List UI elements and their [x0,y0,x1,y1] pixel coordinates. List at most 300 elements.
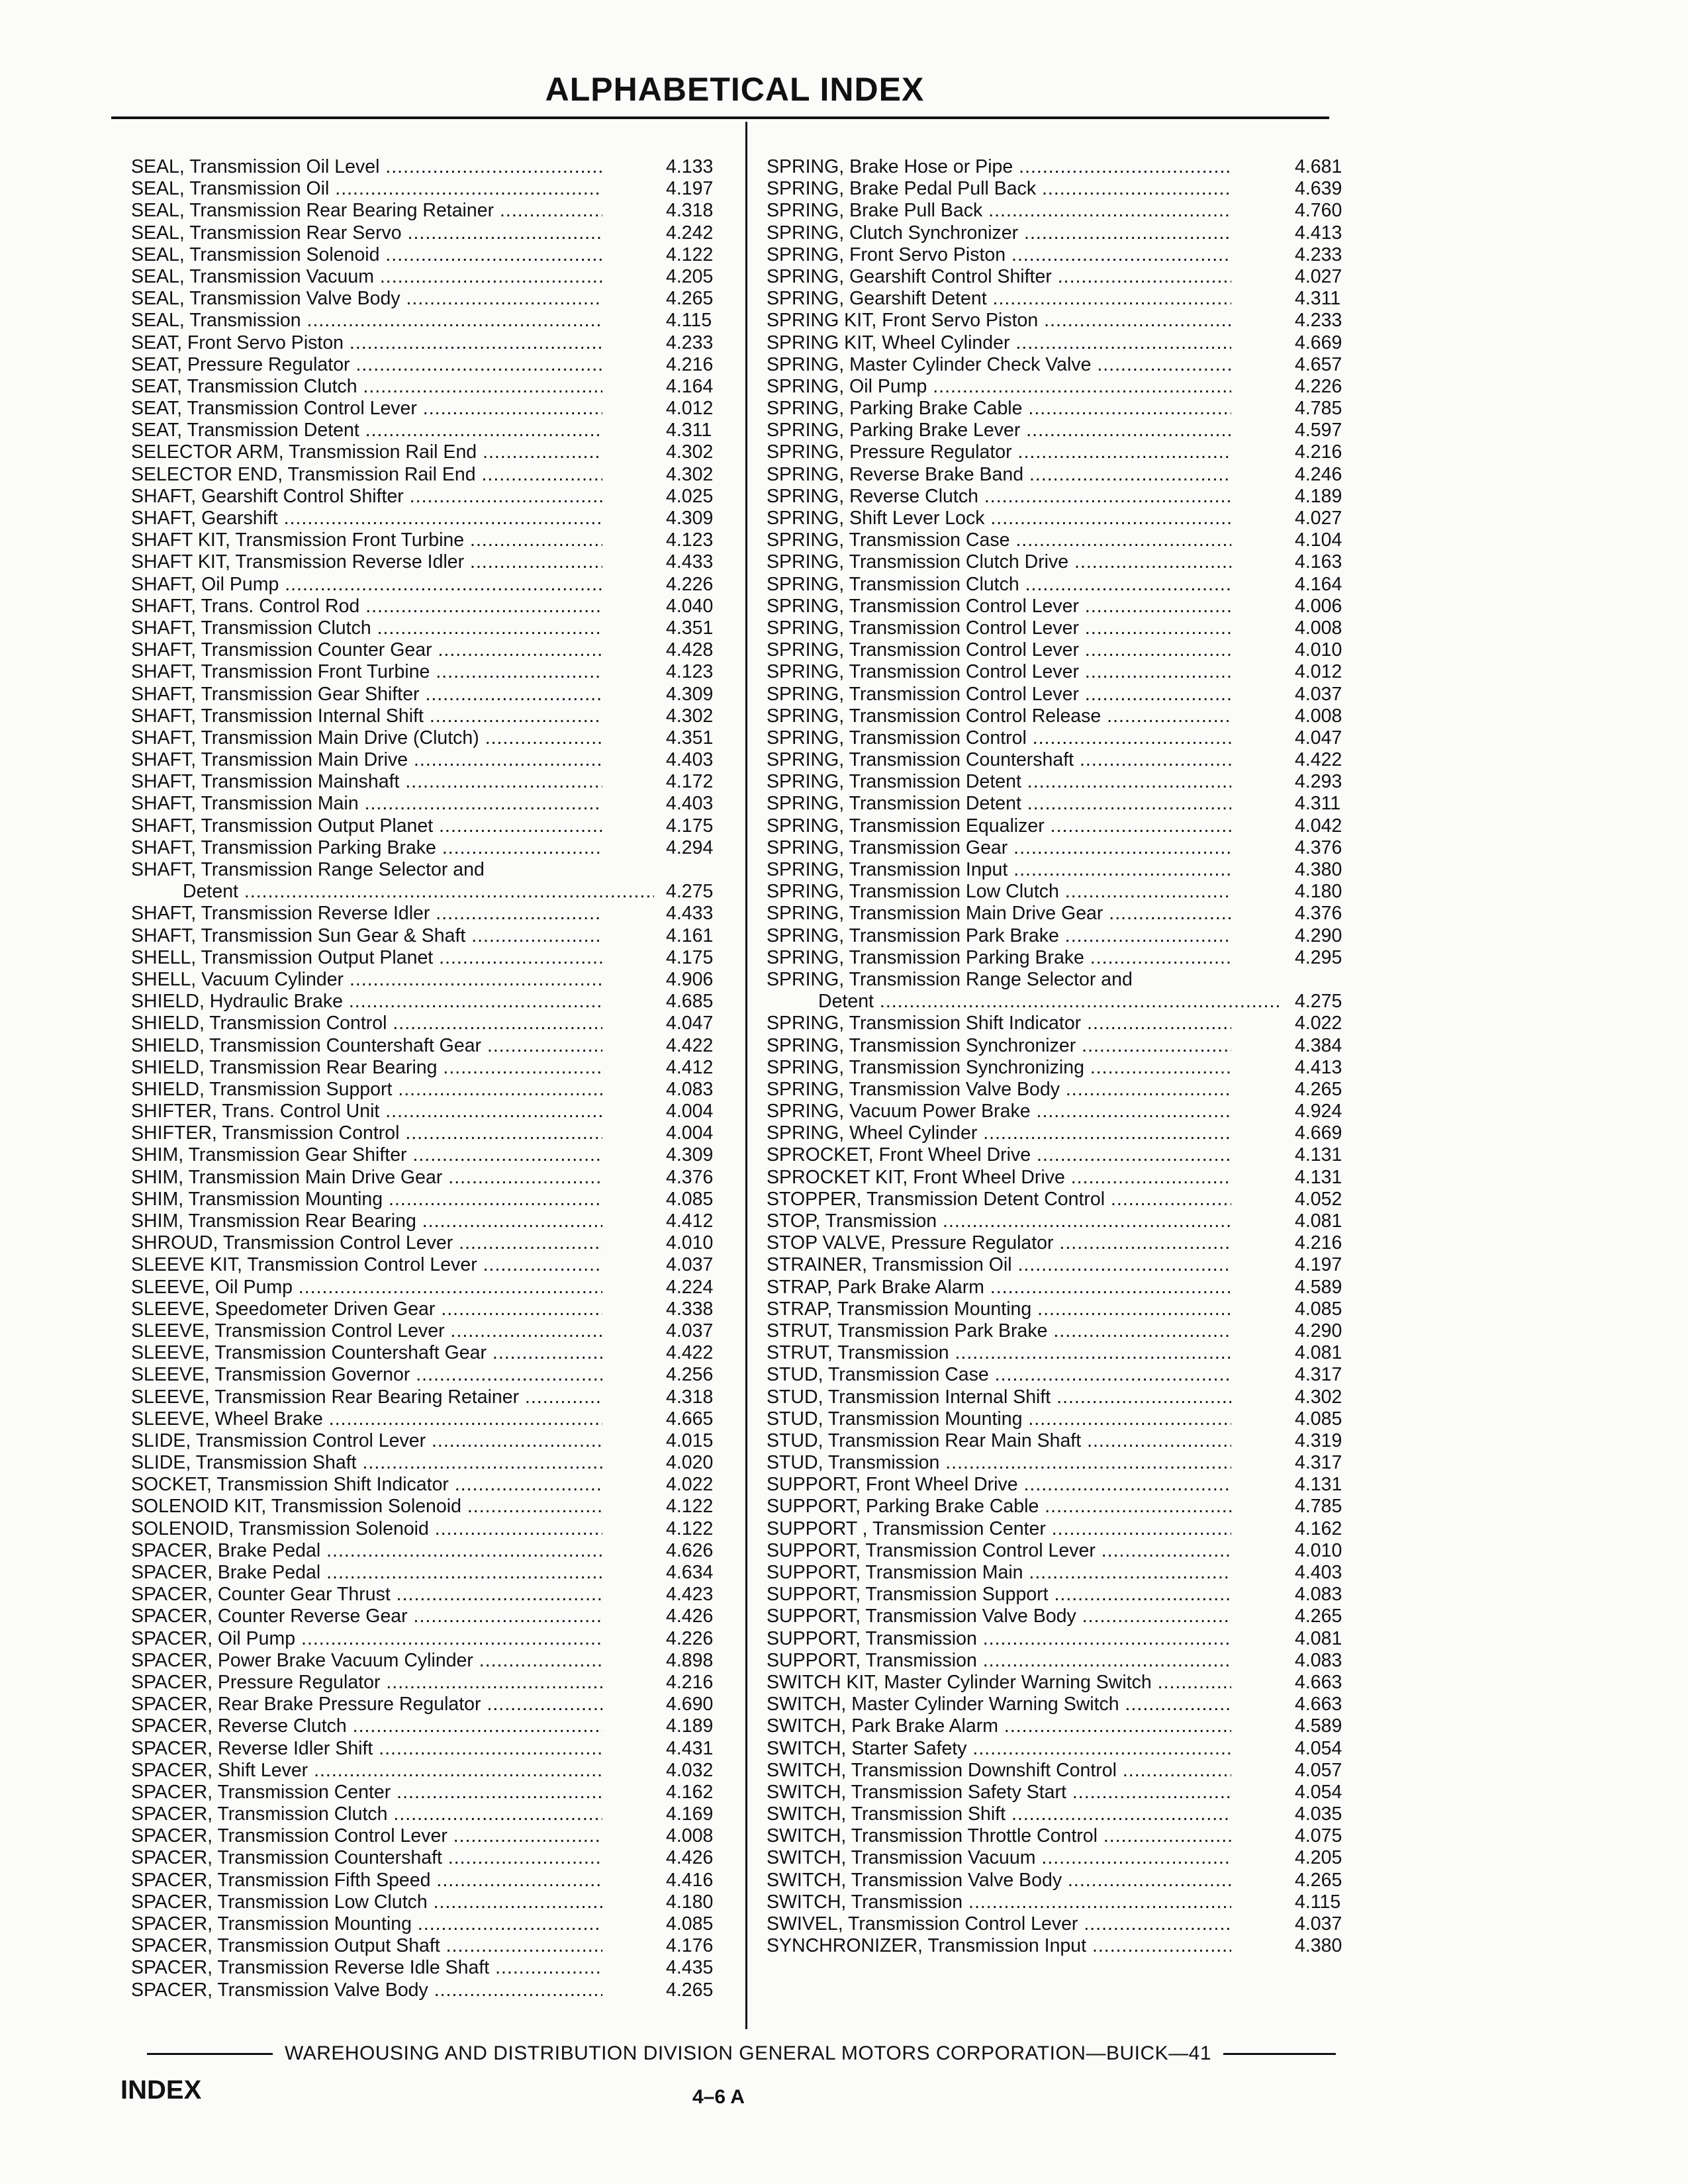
index-entry [767,705,1362,727]
entry-page-number: 4.216 [1295,1232,1342,1254]
entry-page-number: 4.290 [1295,925,1342,946]
entry-text: STUD, Transmission Internal Shift ..... [767,1387,1231,1408]
entry-page-number: 4.669 [1295,1122,1342,1144]
entry-page-number: 4.351 [666,617,714,639]
index-entry [131,793,714,815]
entry-page-number: 4.265 [666,1979,714,2001]
entry-page-number: 4.426 [666,1847,714,1869]
index-entry [131,1562,714,1584]
entry-text: STUD, Transmission Mounting ..... [767,1408,1231,1430]
entry-text: SWITCH KIT, Master Cylinder Warning Switch ..... [767,1672,1231,1694]
entry-page-number: 4.180 [1295,881,1342,903]
entry-page-number: 4.131 [1295,1144,1342,1166]
entry-page-number: 4.197 [666,178,714,200]
index-entry [767,222,1362,244]
index-entry [131,1079,714,1101]
entry-page-number: 4.027 [1295,265,1342,287]
entry-text: SPRING, Transmission Detent ..... [767,771,1231,793]
entry-text: SHAFT, Transmission Front Turbine ..... [131,661,602,683]
index-entry [767,200,1362,222]
entry-page-number: 4.006 [1295,595,1342,617]
index-entry [131,1650,714,1672]
entry-text: SPRING, Transmission Park Brake ..... [767,925,1231,947]
entry-page-number: 4.205 [666,265,714,287]
entry-page-number: 4.380 [1295,859,1342,880]
entry-page-number: 4.115 [1295,1891,1341,1913]
entry-text: SEAT, Transmission Control Lever ..... [131,398,602,420]
entry-text: SUPPORT, Transmission ..... [767,1628,1231,1650]
index-entry [131,705,714,727]
entry-page-number: 4.180 [666,1891,714,1913]
entry-text: SHAFT, Transmission Reverse Idler ..... [131,903,602,925]
entry-page-number: 4.081 [1295,1210,1342,1232]
entry-page-number: 4.311 [1295,793,1341,815]
footer-division-text: WAREHOUSING AND DISTRIBUTION DIVISION GENERAL MOTORS CORPORATION—BUICK—41 [285,2042,1212,2064]
index-entry [767,903,1362,925]
entry-text: SPACER, Reverse Clutch ..... [131,1715,602,1737]
entry-page-number: 4.037 [1295,1913,1342,1934]
entry-text: SPRING, Reverse Clutch ..... [767,486,1231,508]
entry-text: SHAFT, Transmission Gear Shifter ..... [131,684,602,705]
entry-text: SPACER, Counter Gear Thrust ..... [131,1584,602,1606]
index-entry [767,859,1362,881]
index-entry [131,1870,714,1891]
entry-page-number: 4.115 [666,310,712,332]
entry-page-number: 4.037 [666,1320,714,1342]
entry-page-number: 4.309 [666,508,714,529]
index-entry [131,1144,714,1166]
entry-page-number: 4.216 [666,1671,714,1693]
entry-text: SUPPORT, Transmission Support ..... [767,1584,1231,1606]
index-entry [131,1320,714,1342]
index-entry [767,529,1362,551]
entry-page-number: 4.785 [1295,398,1342,420]
entry-page-number: 4.104 [1295,529,1342,551]
index-entry [131,969,714,991]
entry-page-number: 4.669 [1295,332,1342,353]
index-entry [767,925,1362,947]
entry-text: SLEEVE, Speedometer Driven Gear ..... [131,1298,602,1320]
index-entry [131,661,714,683]
entry-page-number: 4.265 [1295,1078,1342,1100]
index-entry [767,991,1362,1013]
entry-page-number: 4.122 [666,244,714,265]
entry-text: SPRING KIT, Front Servo Piston ..... [767,310,1231,332]
entry-text: SWITCH, Transmission Shift ..... [767,1803,1231,1825]
entry-page-number: 4.338 [666,1298,714,1320]
index-entry [131,1606,714,1627]
entry-page-number: 4.025 [666,485,714,507]
entry-text: SLEEVE, Oil Pump ..... [131,1277,602,1298]
entry-text: SPACER, Transmission Clutch ..... [131,1803,602,1825]
index-entry [131,486,714,508]
entry-page-number: 4.265 [1295,1869,1342,1891]
entry-page-number: 4.302 [666,441,714,463]
index-entry [131,1847,714,1869]
entry-page-number: 4.085 [666,1913,714,1934]
entry-page-number: 4.035 [1295,1803,1342,1825]
index-entry [131,310,714,332]
entry-page-number: 4.422 [666,1342,714,1364]
entry-text: SHAFT, Transmission Output Planet ..... [131,815,602,837]
index-entry [767,1387,1362,1408]
index-entry [767,684,1362,705]
entry-text: SWITCH, Transmission Valve Body ..... [767,1870,1231,1891]
entry-page-number: 4.037 [1295,683,1342,705]
entry-text: SEAL, Transmission Vacuum ..... [131,266,602,288]
index-entry [767,1870,1362,1891]
index-entry [131,529,714,551]
entry-page-number: 4.924 [1295,1101,1342,1122]
entry-text: SHELL, Transmission Output Planet ..... [131,947,602,969]
entry-text: SHIM, Transmission Gear Shifter ..... [131,1144,602,1166]
index-entry [767,1760,1362,1782]
index-entry [131,1715,714,1737]
entry-text: SUPPORT, Transmission Main ..... [767,1562,1231,1584]
entry-text: SPRING, Brake Pedal Pull Back ..... [767,178,1231,200]
entry-page-number: 4.351 [666,727,714,749]
index-column-right [767,156,1362,1957]
entry-page-number: 4.022 [666,1474,714,1496]
entry-text: SELECTOR ARM, Transmission Rail End ..... [131,441,602,463]
entry-text: SEAT, Transmission Clutch ..... [131,376,602,398]
index-entry [131,617,714,639]
entry-page-number: 4.403 [666,793,714,815]
entry-text: Detent ..... [767,991,1283,1013]
index-entry [131,1408,714,1430]
index-entry [767,1101,1362,1122]
index-entry [767,1803,1362,1825]
index-entry [131,178,714,200]
entry-page-number: 4.413 [1295,1056,1342,1078]
page-number: 4–6 A [692,2086,745,2108]
index-entry [767,1847,1362,1869]
entry-text: SUPPORT, Transmission ..... [767,1650,1231,1672]
index-entry [767,596,1362,617]
entry-page-number: 4.054 [1295,1781,1342,1803]
entry-page-number: 4.665 [666,1408,714,1430]
entry-page-number: 4.265 [666,288,714,310]
entry-page-number: 4.275 [666,881,714,903]
entry-text: SPRING, Brake Pull Back ..... [767,200,1231,222]
entry-text: SPRING, Master Cylinder Check Valve ..... [767,354,1231,376]
index-entry [767,661,1362,683]
entry-page-number: 4.133 [666,156,714,177]
index-entry [131,244,714,266]
entry-page-number: 4.294 [666,837,714,858]
index-entry [767,1320,1362,1342]
index-entry [131,266,714,288]
index-entry [767,749,1362,771]
entry-page-number: 4.169 [666,1803,714,1825]
entry-page-number: 4.052 [1295,1188,1342,1210]
column-divider [745,122,747,2029]
entry-text: SPRING, Transmission Control Lever ..... [767,661,1231,683]
index-entry [131,1496,714,1518]
index-entry [767,1913,1362,1935]
index-entry [767,1057,1362,1079]
index-entry [767,1452,1362,1474]
entry-text: SHAFT, Transmission Main Drive (Clutch) ..... [131,727,602,749]
index-entry [767,1013,1362,1034]
entry-text: SHAFT, Transmission Counter Gear ..... [131,639,602,661]
index-entry [767,837,1362,859]
entry-text: SPRING KIT, Wheel Cylinder ..... [767,332,1231,354]
entry-page-number: 4.205 [1295,1847,1342,1869]
index-entry [131,1957,714,1979]
entry-page-number: 4.010 [666,1232,714,1254]
index-entry [767,1606,1362,1627]
entry-text: SWITCH, Transmission Throttle Control ..... [767,1825,1231,1847]
entry-text: SHIELD, Transmission Rear Bearing ..... [131,1057,602,1079]
entry-text: SPRING, Vacuum Power Brake ..... [767,1101,1231,1122]
entry-text: STUD, Transmission Case ..... [767,1364,1231,1386]
index-entry [131,441,714,463]
entry-page-number: 4.275 [1295,991,1342,1013]
entry-page-number: 4.054 [1295,1737,1342,1759]
index-entry [131,551,714,573]
entry-text: SWITCH, Starter Safety ..... [767,1738,1231,1760]
index-entry [131,1760,714,1782]
entry-text: SWITCH, Transmission Safety Start ..... [767,1782,1231,1803]
entry-page-number: 4.906 [666,968,714,990]
entry-text: SLEEVE, Transmission Countershaft Gear ..... [131,1342,602,1364]
index-entry [131,1584,714,1606]
index-entry [131,376,714,398]
index-entry [767,1254,1362,1276]
entry-page-number: 4.224 [666,1276,714,1298]
entry-text: SPRING, Transmission Gear ..... [767,837,1231,859]
index-entry [131,1803,714,1825]
entry-page-number: 4.760 [1295,200,1342,222]
index-entry [131,1167,714,1189]
entry-page-number: 4.008 [666,1825,714,1847]
index-entry [131,749,714,771]
entry-page-number: 4.047 [666,1013,714,1034]
entry-text: STOP, Transmission ..... [767,1210,1231,1232]
index-entry [767,1562,1362,1584]
entry-text: SHIFTER, Trans. Control Unit ..... [131,1101,602,1122]
index-entry [131,1013,714,1034]
entry-text: SPRING, Transmission Control Release ..... [767,705,1231,727]
entry-text: SUPPORT, Parking Brake Cable ..... [767,1496,1231,1518]
index-entry [767,1496,1362,1518]
entry-page-number: 4.785 [1295,1496,1342,1518]
index-entry [131,1694,714,1715]
entry-text: SPRING, Transmission Control Lever ..... [767,639,1231,661]
index-entry [767,354,1362,376]
entry-text: SHAFT, Transmission Sun Gear & Shaft ..... [131,925,602,947]
entry-text: SHAFT, Gearshift ..... [131,508,602,529]
entry-text: SWITCH, Transmission Vacuum ..... [767,1847,1231,1869]
entry-page-number: 4.123 [666,661,714,683]
entry-page-number: 4.083 [1295,1649,1342,1671]
entry-text: SUPPORT, Transmission Control Lever ..... [767,1540,1231,1562]
entry-text: STRAINER, Transmission Oil ..... [767,1254,1231,1276]
entry-text: SHAFT KIT, Transmission Reverse Idler ..... [131,551,602,573]
index-entry [767,1518,1362,1540]
entry-text: SUPPORT , Transmission Center ..... [767,1518,1231,1540]
entry-page-number: 4.412 [666,1210,714,1232]
index-entry [131,771,714,793]
entry-page-number: 4.435 [666,1957,714,1979]
entry-text: SEAL, Transmission Valve Body ..... [131,288,602,310]
entry-text: SPRING, Transmission Control Lever ..... [767,684,1231,705]
entry-text: SPACER, Power Brake Vacuum Cylinder ..... [131,1650,602,1672]
entry-page-number: 4.428 [666,639,714,661]
entry-page-number: 4.122 [666,1518,714,1539]
entry-page-number: 4.663 [1295,1694,1342,1715]
index-entry [131,1342,714,1364]
index-entry [131,1364,714,1386]
entry-page-number: 4.309 [666,683,714,705]
index-entry [131,508,714,529]
entry-page-number: 4.189 [666,1715,714,1737]
entry-page-number: 4.309 [666,1144,714,1166]
index-entry [767,1079,1362,1101]
entry-page-number: 4.318 [666,1386,714,1408]
entry-text: SHAFT, Gearshift Control Shifter ..... [131,486,602,508]
index-entry [767,793,1362,815]
entry-text: STOP VALVE, Pressure Regulator ..... [767,1232,1231,1254]
entry-text: SHELL, Vacuum Cylinder ..... [131,969,602,991]
index-entry [131,1913,714,1935]
entry-page-number: 4.376 [1295,837,1342,858]
index-entry [767,815,1362,837]
entry-text: SPACER, Counter Reverse Gear ..... [131,1606,602,1627]
index-entry [767,1935,1362,1957]
entry-text: SOCKET, Transmission Shift Indicator ..... [131,1474,602,1496]
entry-page-number: 4.433 [666,551,714,573]
entry-page-number: 4.403 [1295,1562,1342,1583]
index-entry [767,574,1362,596]
entry-page-number: 4.057 [1295,1759,1342,1781]
entry-text: SPRING, Transmission Main Drive Gear ..... [767,903,1231,925]
entry-page-number: 4.634 [666,1562,714,1583]
entry-page-number: 4.295 [1295,946,1342,968]
entry-text: SPRING, Transmission Clutch ..... [767,574,1231,596]
entry-text: SPACER, Transmission Output Shaft ..... [131,1935,602,1957]
entry-page-number: 4.075 [1295,1825,1342,1847]
entry-text: SLEEVE, Wheel Brake ..... [131,1408,602,1430]
index-entry [767,1650,1362,1672]
index-entry [131,837,714,859]
entry-text: SEAT, Front Servo Piston ..... [131,332,602,354]
index-entry [131,1540,714,1562]
entry-text: SPRING, Transmission Control ..... [767,727,1231,749]
entry-text: SPACER, Oil Pump ..... [131,1628,602,1650]
index-entry [767,156,1362,178]
entry-page-number: 4.663 [1295,1671,1342,1693]
index-entry [767,1540,1362,1562]
entry-page-number: 4.131 [1295,1166,1342,1188]
entry-text: SEAL, Transmission ..... [131,310,602,332]
index-entry [767,420,1362,441]
entry-page-number: 4.589 [1295,1715,1342,1737]
index-entry [767,1584,1362,1606]
index-entry [131,332,714,354]
index-entry [131,639,714,661]
entry-page-number: 4.010 [1295,639,1342,661]
entry-text: SPACER, Transmission Countershaft ..... [131,1847,602,1869]
entry-text: SWITCH, Transmission Downshift Control ..... [767,1760,1231,1782]
entry-text: SPRING, Transmission Countershaft ..... [767,749,1231,771]
entry-text: STRUT, Transmission ..... [767,1342,1231,1364]
entry-page-number: 4.403 [666,749,714,771]
index-entry [131,881,714,903]
index-entry [767,398,1362,420]
entry-text: SPACER, Transmission Center ..... [131,1782,602,1803]
entry-page-number: 4.226 [666,1627,714,1649]
entry-page-number: 4.690 [666,1694,714,1715]
entry-page-number: 4.004 [666,1101,714,1122]
index-entry [131,1298,714,1320]
entry-page-number: 4.639 [1295,178,1342,200]
index-entry [131,1825,714,1847]
entry-text: SEAT, Transmission Detent ..... [131,420,602,441]
footer-rule-right [1223,2053,1336,2055]
entry-page-number: 4.085 [666,1188,714,1210]
entry-page-number: 4.047 [1295,727,1342,749]
index-entry [767,1210,1362,1232]
index-entry [131,1232,714,1254]
index-entry [131,1387,714,1408]
entry-page-number: 4.422 [1295,749,1342,771]
index-entry [131,200,714,222]
index-entry [131,1474,714,1496]
entry-page-number: 4.422 [666,1034,714,1056]
index-entry [767,1474,1362,1496]
entry-text: SPACER, Transmission Mounting ..... [131,1913,602,1935]
entry-text: SHIELD, Hydraulic Brake ..... [131,991,602,1013]
entry-text: SLEEVE, Transmission Control Lever ..... [131,1320,602,1342]
index-entry [131,596,714,617]
entry-text: SEAT, Pressure Regulator ..... [131,354,602,376]
index-entry [767,1628,1362,1650]
entry-page-number: 4.433 [666,903,714,925]
entry-text: STUD, Transmission ..... [767,1452,1231,1474]
index-entry [131,947,714,969]
entry-page-number: 4.302 [1295,1386,1342,1408]
entry-page-number: 4.242 [666,222,714,244]
entry-text: STOPPER, Transmission Detent Control ..... [767,1189,1231,1210]
entry-page-number: 4.256 [666,1364,714,1386]
index-entry [767,947,1362,969]
entry-page-number: 4.290 [1295,1320,1342,1342]
entry-page-number: 4.176 [666,1935,714,1957]
entry-text: SPACER, Brake Pedal ..... [131,1562,602,1584]
index-entry [767,1189,1362,1210]
entry-text: SPACER, Transmission Fifth Speed ..... [131,1870,602,1891]
entry-text: SHIELD, Transmission Support ..... [131,1079,602,1101]
entry-page-number: 4.085 [1295,1408,1342,1430]
index-entry [767,1122,1362,1144]
entry-page-number: 4.163 [1295,551,1342,573]
entry-text: SPACER, Transmission Control Lever ..... [131,1825,602,1847]
entry-text: SPRING, Reverse Brake Band ..... [767,464,1231,486]
entry-text: SEAL, Transmission Oil Level ..... [131,156,602,178]
entry-text: SPACER, Reverse Idler Shift ..... [131,1738,602,1760]
entry-text: SPACER, Shift Lever ..... [131,1760,602,1782]
entry-page-number: 4.040 [666,595,714,617]
index-entry [767,288,1362,310]
entry-text: SHAFT, Transmission Clutch ..... [131,617,602,639]
entry-page-number: 4.226 [1295,375,1342,397]
entry-page-number: 4.216 [666,353,714,375]
entry-page-number: 4.317 [1295,1364,1342,1386]
entry-text: SEAL, Transmission Rear Bearing Retainer ..... [131,200,602,222]
index-entry [767,1342,1362,1364]
